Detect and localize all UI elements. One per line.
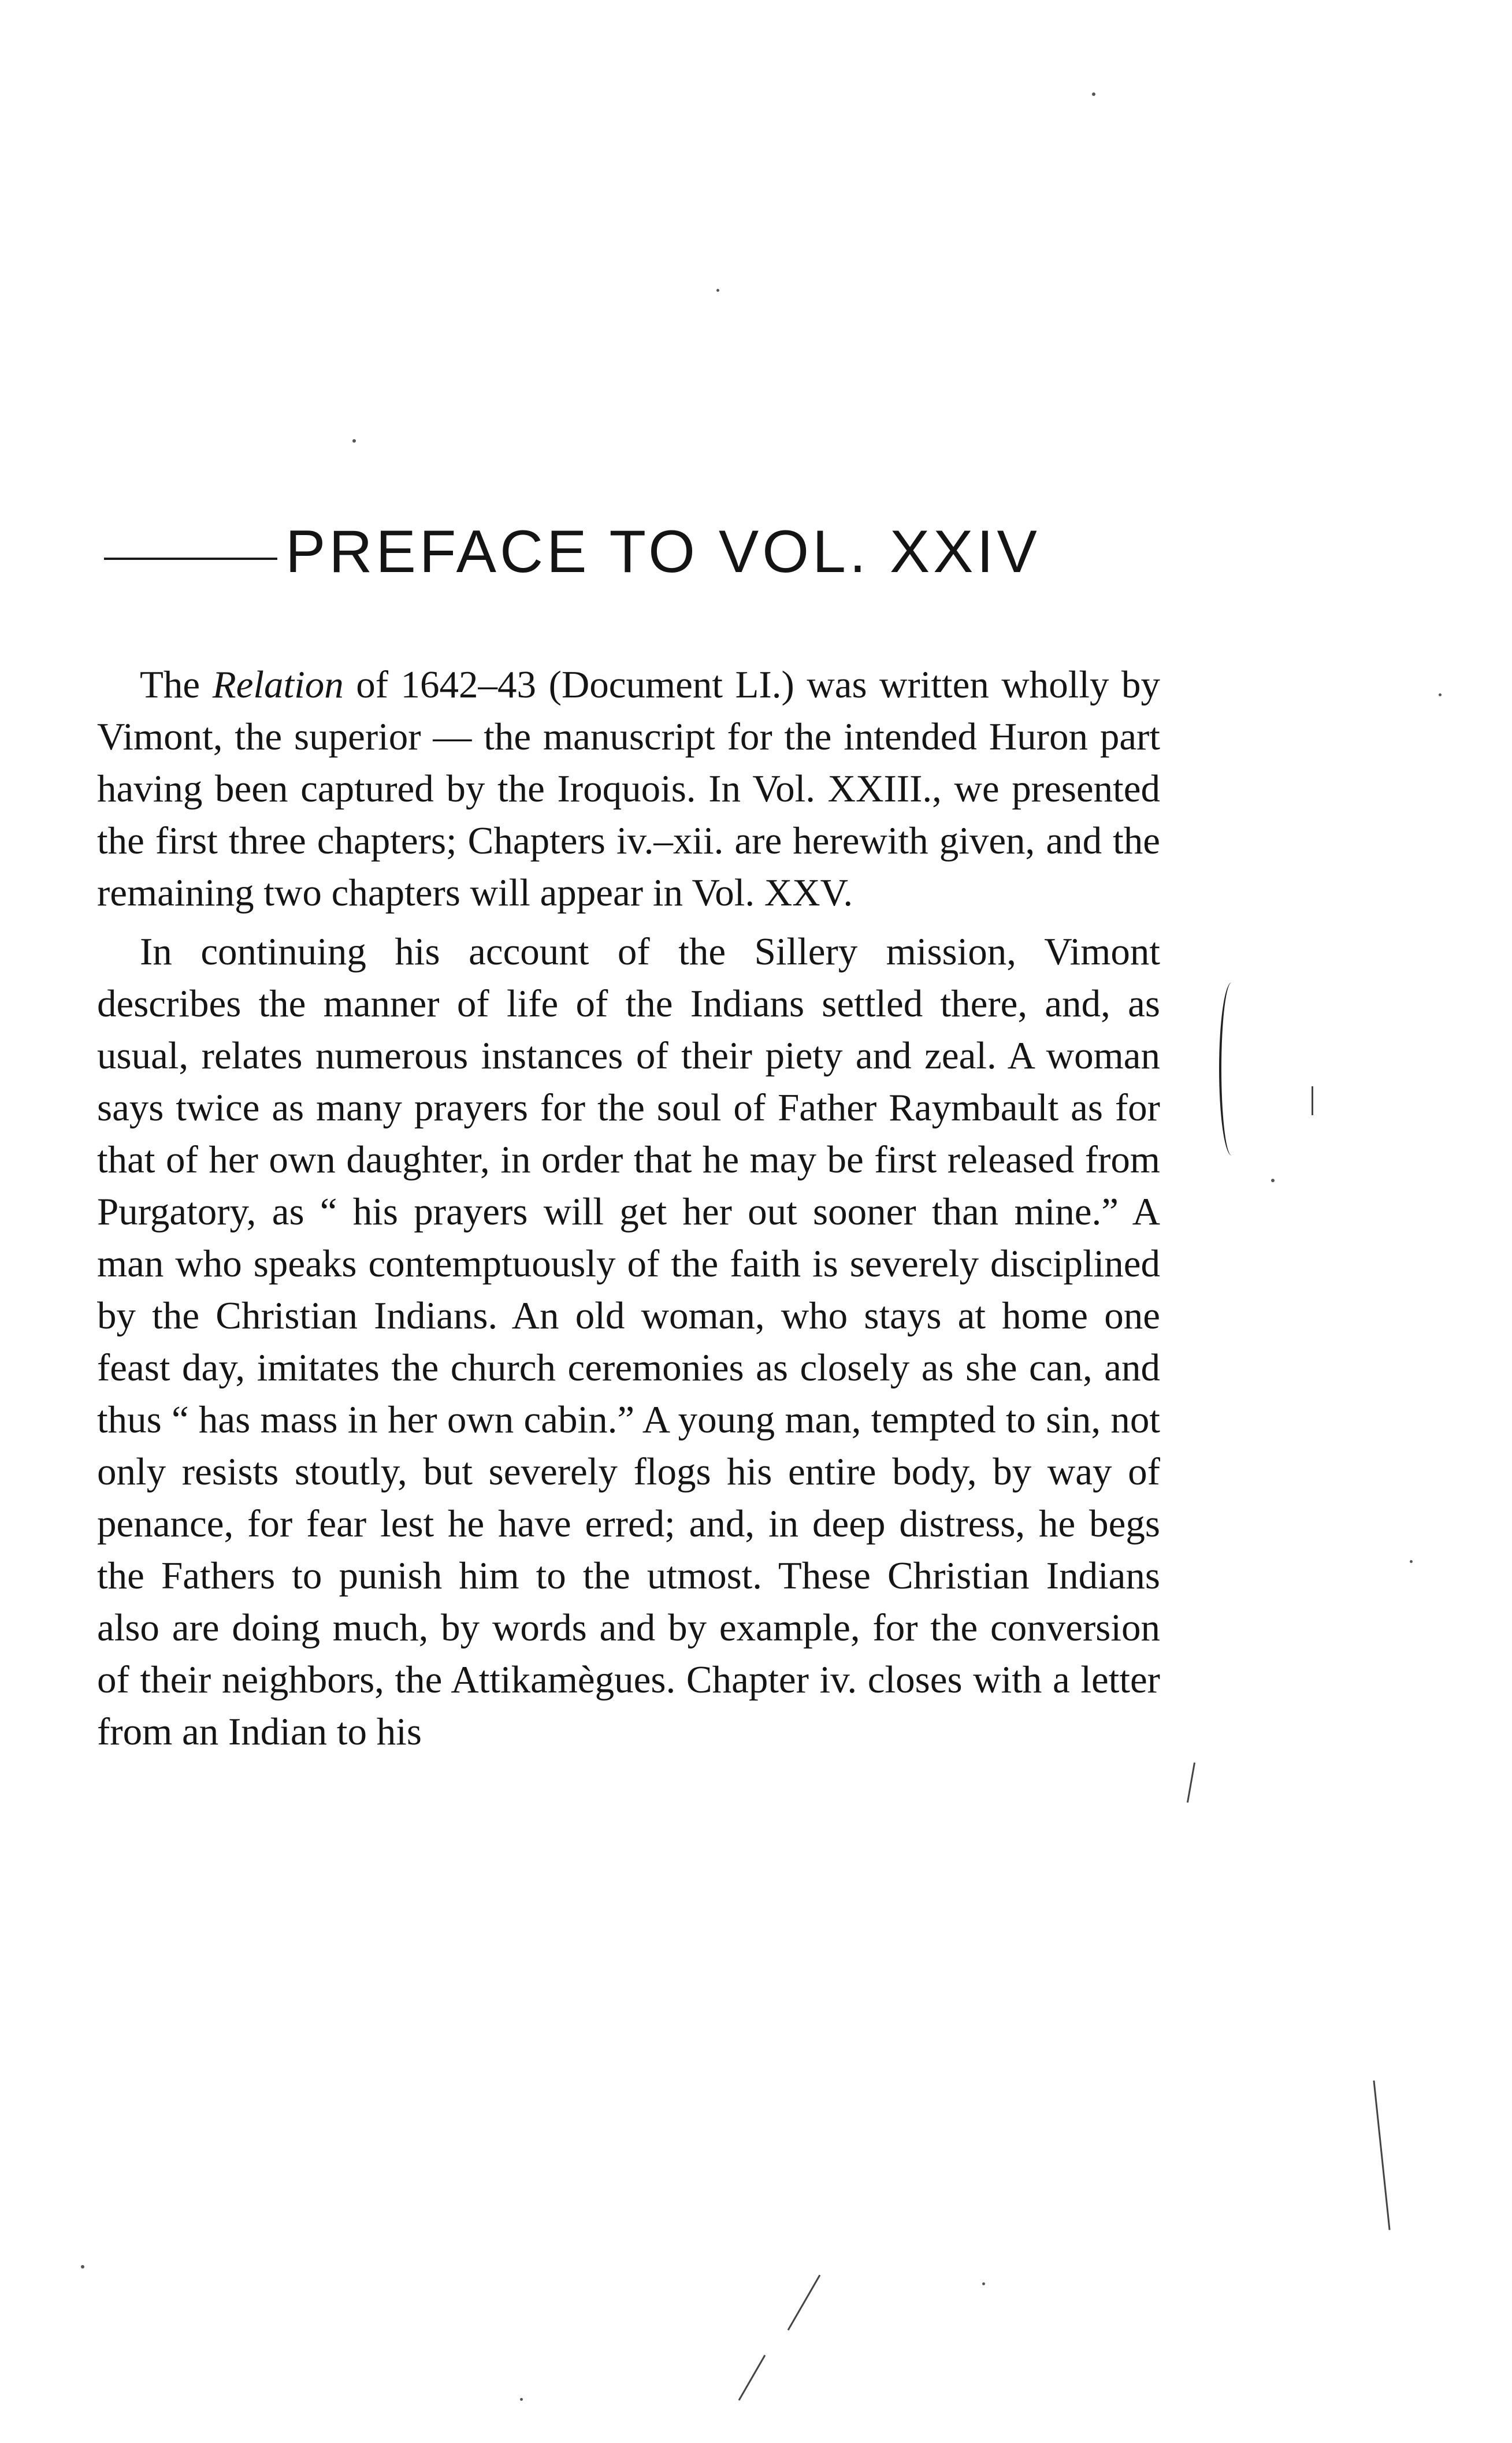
scan-speck <box>1271 1179 1275 1182</box>
margin-bracket-mark <box>1219 982 1244 1156</box>
paragraph-2: In continuing his account of the Sillery mission, Vimont describes the manner of life of the Indians settled there, and, as usual, relates numerous instances of their piety and zeal. A woman says twice as many prayers for the soul of Father Raymbault as for that of her own daughter, in order that he may be first released from Purgatory, as “ his prayers will get her out sooner than mine.” A man who speaks contemptuously of the faith is severely disciplined by the Christian Indians. An old woman, who stays at home one feast day, imitates the church ceremonies as closely as she can, and thus “ has mass in her own cabin.” A young man, tempted to sin, not only resists stoutly, but severely flogs his entire body, by way of penance, for fear lest he have erred; and, in deep distress, he begs the Fathers to punish him to the utmost. These Christian Indians also are doing much, by words and by example, for the conversion of their neighbors, the Attikamègues. Chapter iv. closes with a letter from an Indian to his <box>97 930 1160 1753</box>
scan-speck <box>1092 92 1095 96</box>
scan-speck <box>352 439 356 443</box>
scan-speck <box>81 2265 84 2268</box>
title-rule <box>104 558 277 560</box>
paragraph-1-lead: The <box>140 663 213 706</box>
paragraph-1-text: of 1642–43 (Document LI.) was written wholly by Vimont, the superior — the manuscript for the intended Huron part having been captured by the Iroquois. In Vol. XXIII., we presented the first three chapters; Chapters iv.–xii. are herewith given, and the remaining two chapters will appear in Vol. XXV. <box>97 663 1160 914</box>
title-row <box>104 514 1202 589</box>
margin-mark <box>1187 1762 1195 1802</box>
scan-speck <box>1410 1560 1413 1563</box>
scan-speck <box>1439 693 1442 696</box>
body-text <box>97 659 1160 1765</box>
margin-mark <box>787 2275 821 2331</box>
scan-speck <box>982 2282 985 2285</box>
scan-speck <box>520 2398 523 2401</box>
margin-mark <box>1312 1086 1313 1115</box>
scan-speck <box>716 289 719 292</box>
margin-mark <box>1373 2081 1390 2230</box>
paragraph-1 <box>97 659 1160 919</box>
relation-italic: Relation <box>212 663 344 706</box>
page-title: PREFACE TO VOL. XXIV <box>285 518 1041 585</box>
margin-mark <box>738 2355 766 2400</box>
